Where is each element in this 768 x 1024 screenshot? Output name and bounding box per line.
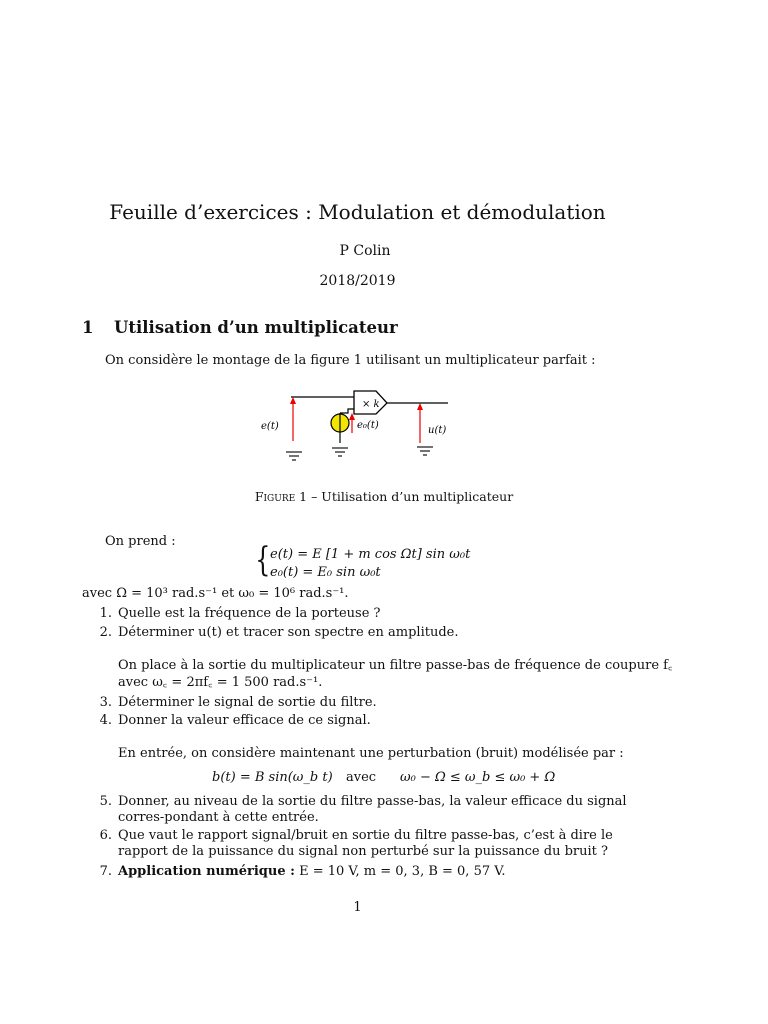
- e0-label: e₀(t): [357, 420, 379, 431]
- noise-intro: En entrée, on considère maintenant une perturbation (bruit) modélisée par :: [118, 746, 624, 761]
- intro-text: On considère le montage de la figure 1 utilisant un multiplicateur parfait :: [105, 353, 596, 368]
- section-heading: [82, 318, 398, 337]
- q7-text: E = 10 V, m = 0, 3, B = 0, 57 V.: [294, 864, 506, 879]
- brace: {: [255, 540, 271, 580]
- page-title: Feuille d’exercices : Modulation et démodulation: [109, 200, 606, 224]
- setup-values: avec Ω = 10³ rad.s⁻¹ et ω₀ = 10⁶ rad.s⁻¹.: [82, 586, 349, 601]
- author: P Colin: [339, 243, 391, 259]
- section-title: Utilisation d’un multiplicateur: [114, 318, 398, 337]
- caption-label: Figure 1: [254, 489, 308, 504]
- page-number: 1: [353, 900, 362, 915]
- noise-avec: avec: [346, 770, 377, 785]
- ground-symbols: [286, 447, 433, 460]
- circuit-figure: [250, 383, 460, 473]
- e-label: e(t): [261, 421, 279, 432]
- equation-e0: e₀(t) = E₀ sin ω₀t: [270, 565, 381, 580]
- e0-wire: [340, 409, 354, 413]
- figure-caption: [0, 489, 768, 504]
- filter-text-2: avec ω꜀ = 2πf꜀ = 1 500 rad.s⁻¹.: [118, 675, 323, 690]
- q7-label: Application numérique :: [118, 864, 295, 879]
- filter-text: On place à la sortie du multiplicateur un filtre passe-bas de fréquence de coupure f꜀: [118, 658, 673, 673]
- setup-intro: On prend :: [105, 534, 176, 549]
- section-number: 1: [82, 318, 94, 337]
- date: 2018/2019: [319, 273, 396, 289]
- u-label: u(t): [428, 425, 447, 436]
- mult-label: × k: [362, 399, 380, 410]
- noise-range: ω₀ − Ω ≤ ω_b ≤ ω₀ + Ω: [400, 770, 556, 785]
- noise-equation: b(t) = B sin(ω_b t): [212, 770, 333, 785]
- equation-e: e(t) = E [1 + m cos Ωt] sin ω₀t: [270, 547, 471, 562]
- caption-text: – Utilisation d’un multiplicateur: [307, 489, 514, 504]
